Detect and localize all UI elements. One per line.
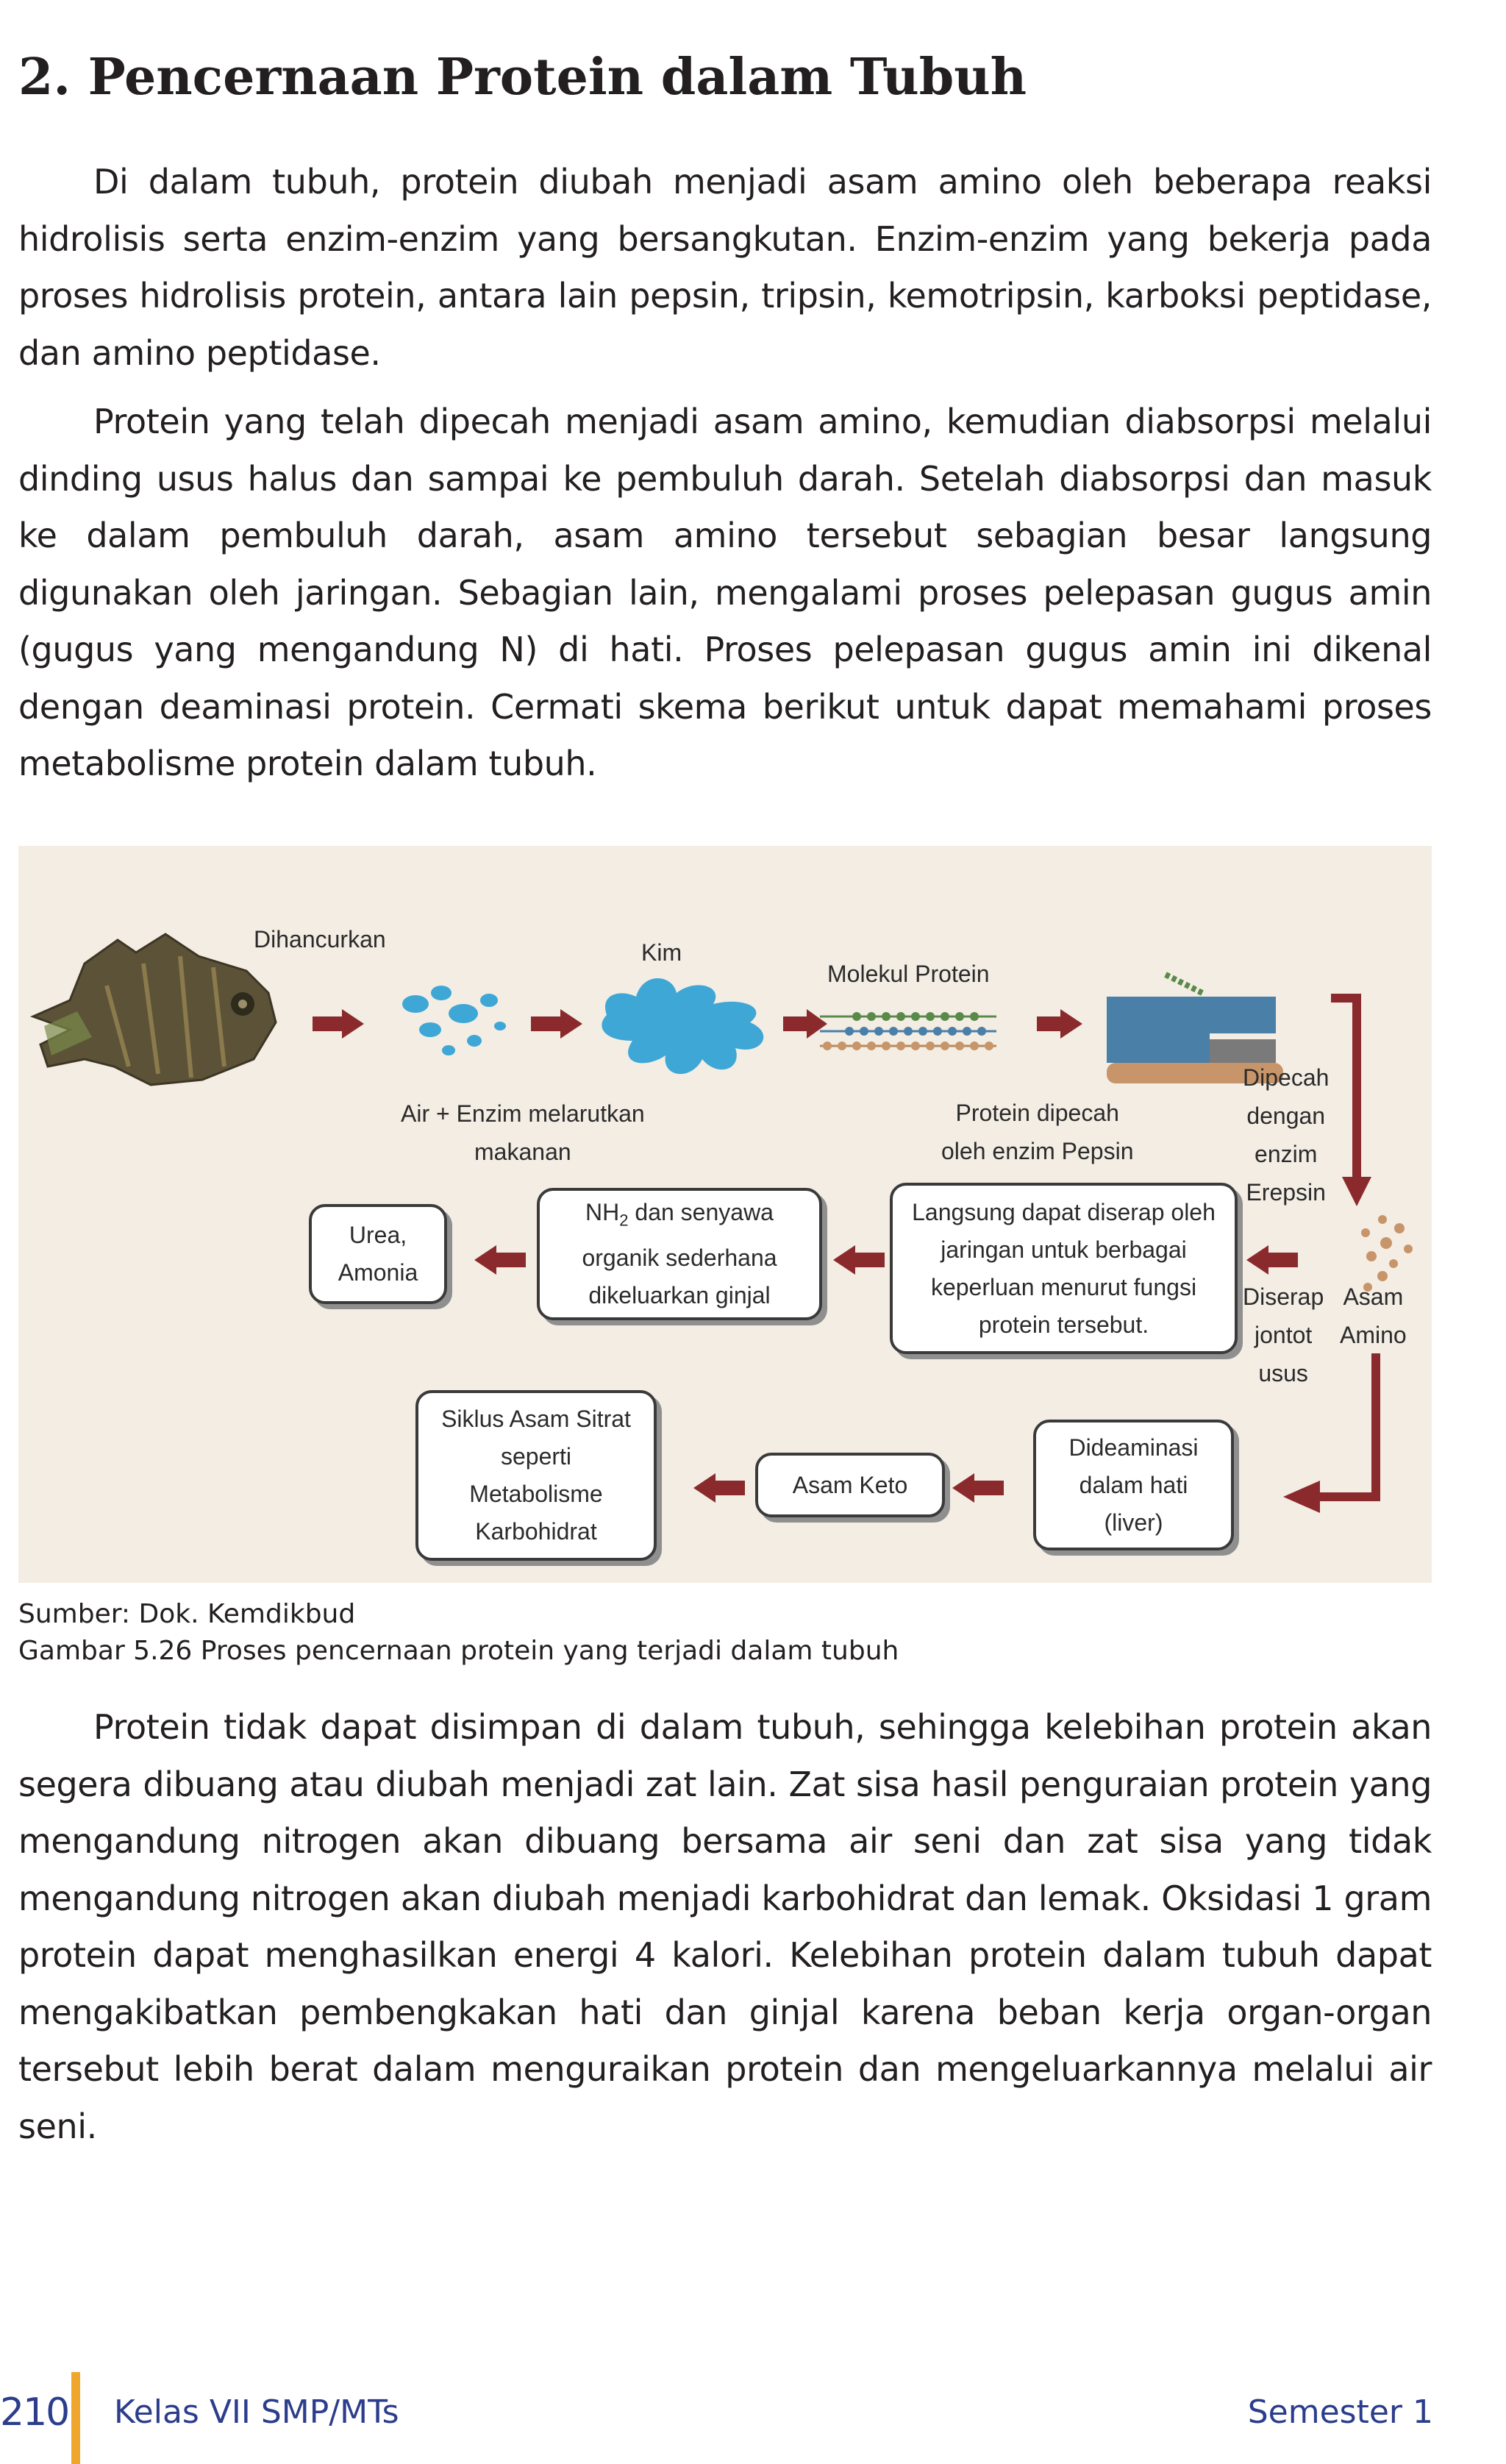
page-number: 210 <box>0 2390 69 2435</box>
footer-semester: Semester 1 <box>1247 2393 1433 2431</box>
box-urea-amonia: Urea, Amonia <box>309 1204 447 1304</box>
box-siklus-asam-sitrat: Siklus Asam Sitrat seperti Metabolisme Karbohidrat <box>415 1390 657 1561</box>
box-langsung-diserap: Langsung dapat diserap oleh jaringan untuk berbagai keperluan menurut fungsi protein tersebut. <box>890 1183 1238 1354</box>
label-air-enzim: Air + Enzim melarutkan makanan <box>401 1100 645 1165</box>
box-nh2-senyawa: $NH_2$ dan senyawa organik sederhana dikeluarkan ginjal <box>537 1188 822 1320</box>
kim-splash-illustration <box>602 978 763 1074</box>
footer-accent-bar <box>71 2372 80 2464</box>
label-diserap-jontot-usus: Diserap jontot usus <box>1243 1283 1324 1386</box>
box-asam-keto: Asam Keto <box>755 1453 945 1517</box>
arrow-down-erepsin <box>1342 1177 1371 1206</box>
box-dideaminasi-hati: Dideaminasi dalam hati (liver) <box>1033 1420 1234 1550</box>
label-molekul-protein: Molekul Protein <box>827 961 990 987</box>
label-dihancurkan: Dihancurkan <box>254 926 386 953</box>
label-dipecah-erepsin: Dipecah dengan enzim Erepsin <box>1243 1064 1330 1206</box>
protein-digestion-figure <box>18 846 1432 1583</box>
figure-source: Sumber: Dok. Kemdikbud <box>18 1599 356 1629</box>
arrow-to-dideaminasi <box>1283 1481 1320 1513</box>
fish-illustration <box>33 934 276 1085</box>
paragraph-2: Protein yang telah dipecah menjadi asam amino, kemudian diabsorpsi melalui dinding usus halus dan sampai ke pembuluh darah. Setelah diabsorpsi dan masuk ke dalam pembuluh darah, asam amino tersebut sebagian besar langsung digunakan oleh jaringan. Sebagian lain, mengalami proses pelepasan gugus amin (gugus yang mengandung N) di hati. Proses pelepasan gugus amin ini dikenal dengan deaminasi protein. Cermati skema berikut untuk dapat memahami proses metabolisme protein dalam tubuh. <box>18 402 1432 783</box>
figure-caption: Gambar 5.26 Proses pencernaan protein yang terjadi dalam tubuh <box>18 1636 899 1666</box>
food-fragments-illustration <box>402 986 506 1055</box>
paragraph-1: Di dalam tubuh, protein diubah menjadi asam amino oleh beberapa reaksi hidrolisis serta enzim-enzim yang bersangkutan. Enzim-enzim yang bekerja pada proses hidrolisis protein, antara lain pepsin, tripsin, kemotripsin, karboksi peptidase, dan amino peptidase. <box>18 162 1432 373</box>
footer-book-title: Kelas VII SMP/MTs <box>114 2393 399 2431</box>
label-asam-amino: Asam Amino <box>1340 1283 1407 1348</box>
label-kim: Kim <box>641 939 682 966</box>
section-heading: 2. Pencernaan Protein dalam Tubuh <box>18 48 1027 107</box>
label-protein-dipecah: Protein dipecah oleh enzim Pepsin <box>941 1100 1134 1164</box>
chain-beads-green <box>852 1012 979 1021</box>
paragraph-3: Protein tidak dapat disimpan di dalam tubuh, sehingga kelebihan protein akan segera dibuang atau diubah menjadi zat lain. Zat sisa hasil penguraian protein yang mengandung nitrogen akan dibuang bersama air seni dan zat sisa yang tidak mengandung nitrogen akan diubah menjadi karbohidrat dan lemak. Oksidasi 1 gram protein dapat menghasilkan energi 4 kalori. Kelebihan protein dalam tubuh dapat mengakibatkan pembengkakan hati dan ginjal karena beban kerja organ-organ tersebut lebih berat dalam menguraikan protein dan mengeluarkannya melalui air seni. <box>18 1707 1432 2146</box>
